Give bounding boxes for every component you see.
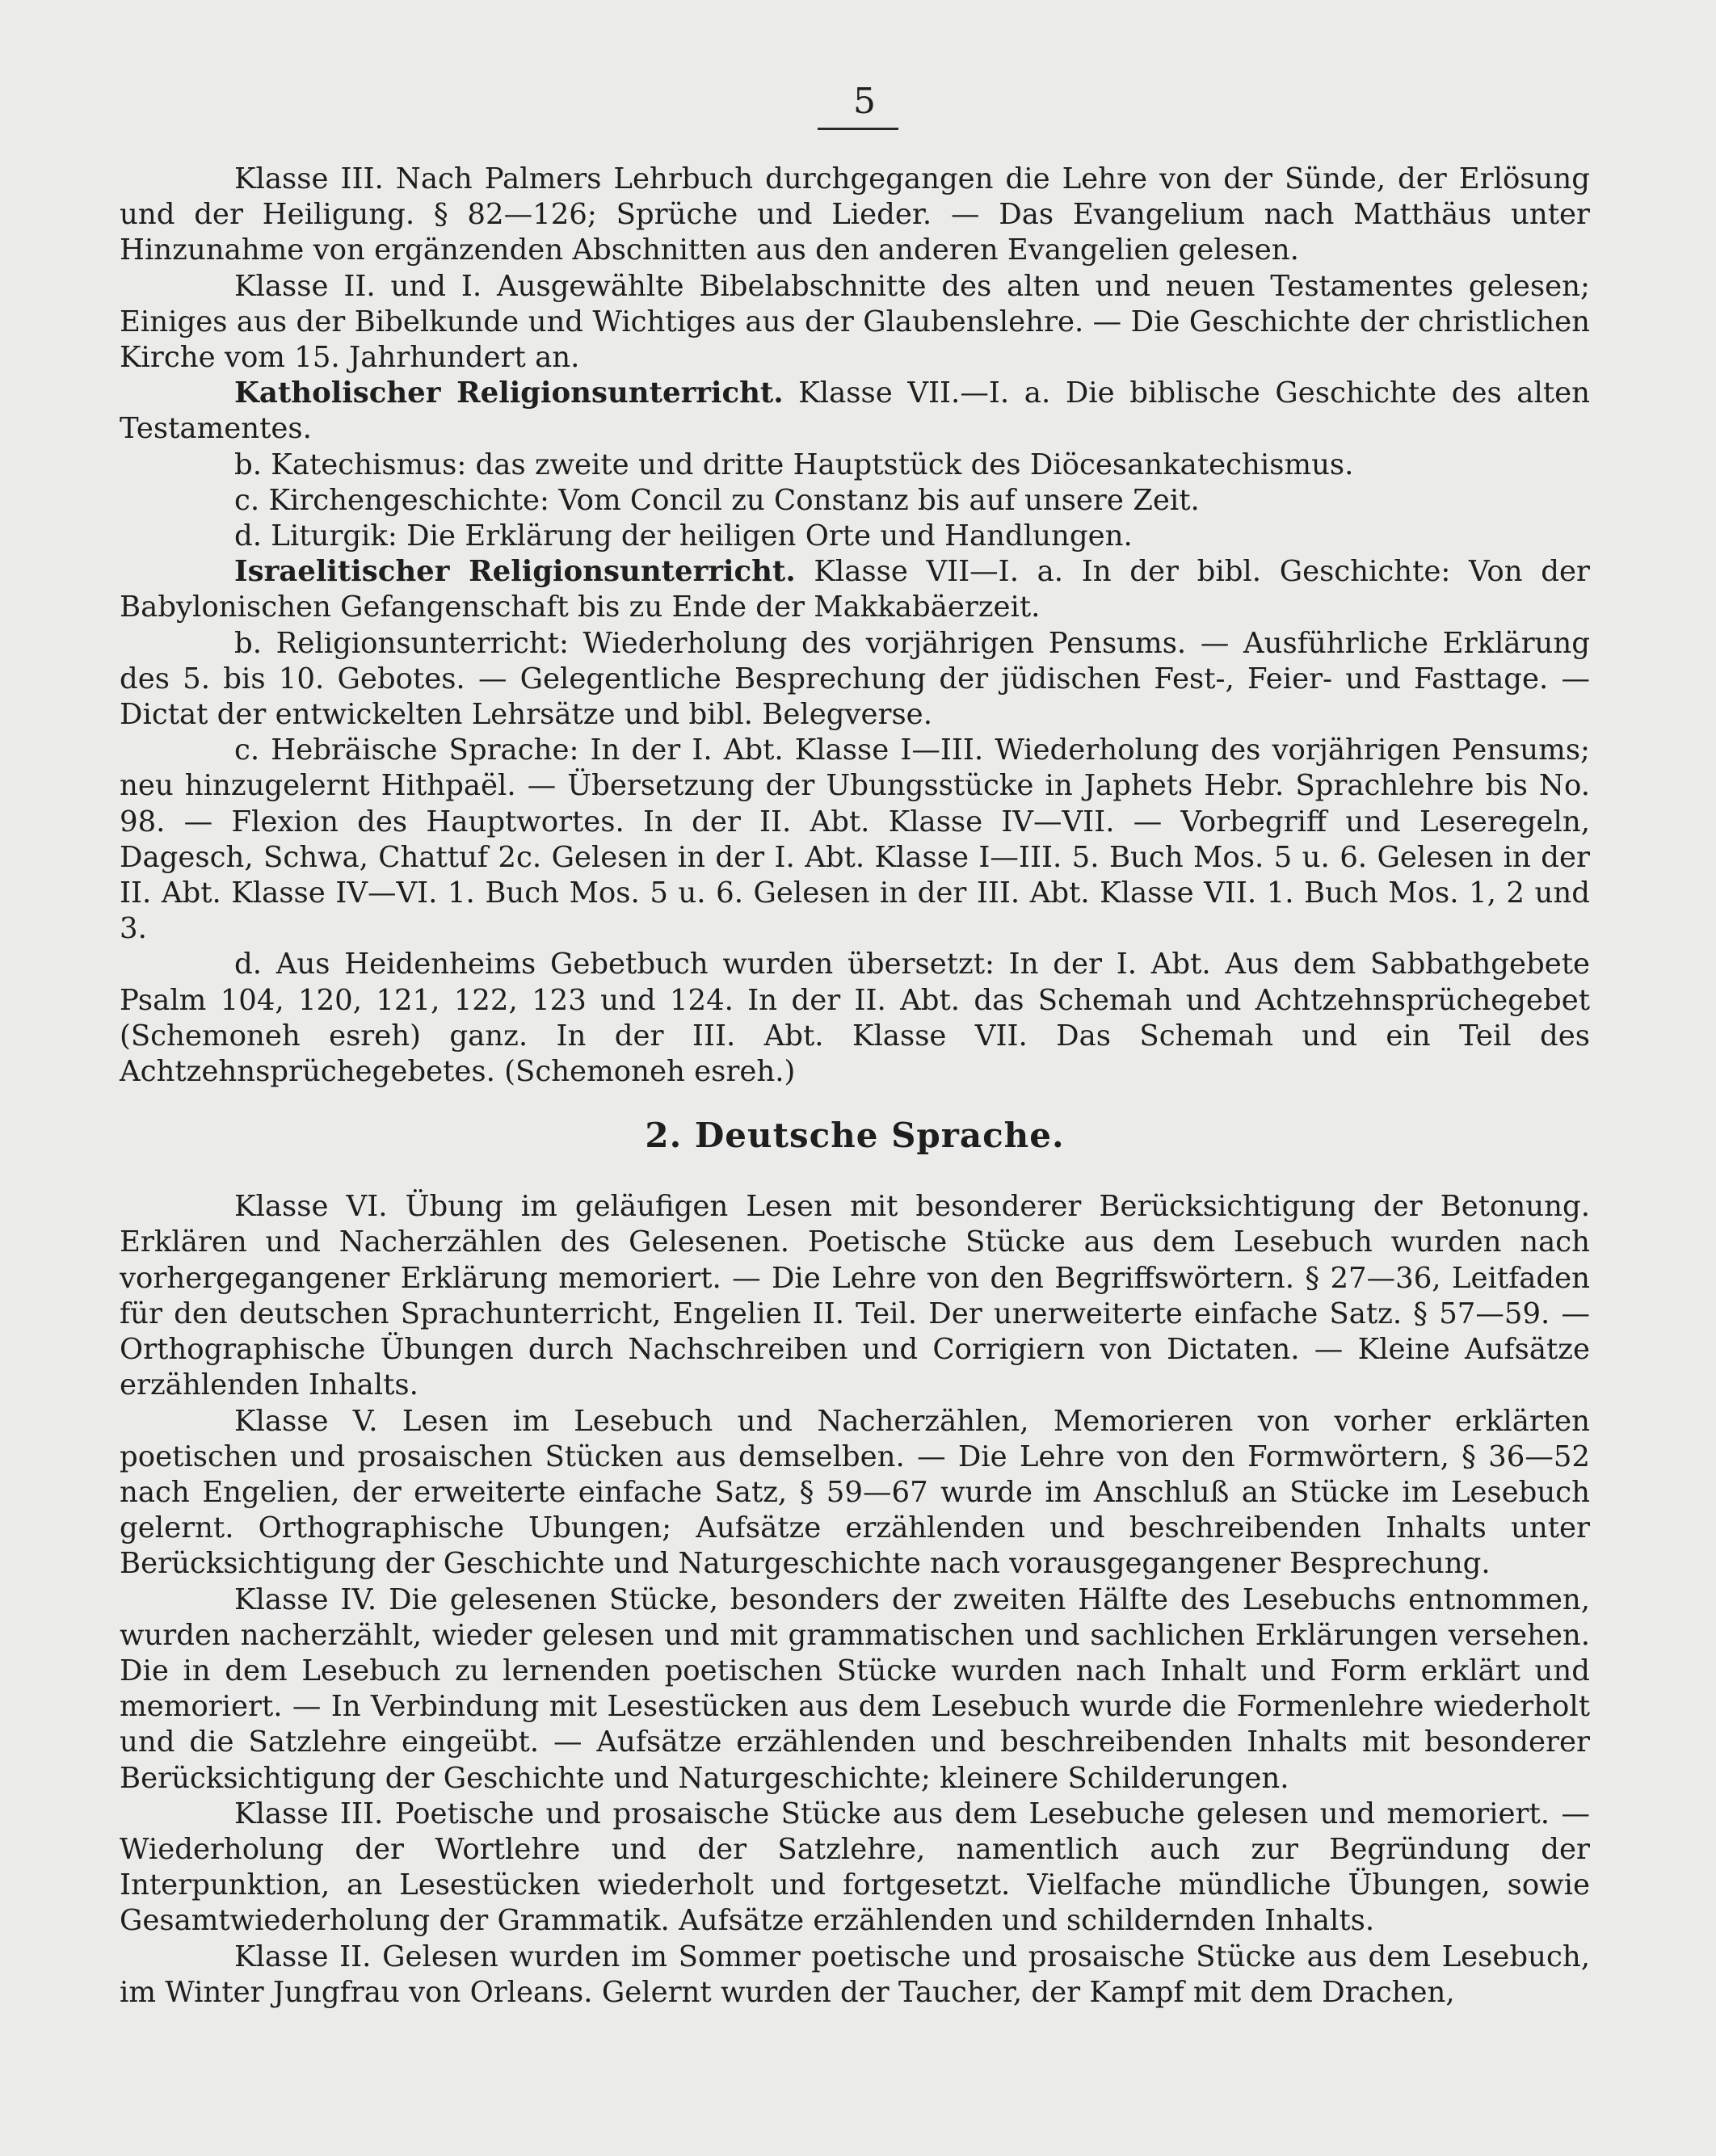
section-heading: 2. Deutsche Sprache.	[645, 1116, 1065, 1156]
catholic-item-c: c. Kirchengeschichte: Vom Concil zu Constanz bis auf unsere Zeit.	[234, 483, 1200, 517]
german-klasse-ii: Klasse II. Gelesen wurden im Sommer poetische und prosaische Stücke aus dem Lesebuch, im Winter Jungfrau von Orleans. Gelernt wurden der Taucher, der Kampf mit dem Drachen,	[120, 1940, 1590, 2009]
page-number-rule	[818, 128, 898, 130]
page-number: 5	[853, 81, 876, 122]
israelite-item-d: d. Aus Heidenheims Gebetbuch wurden übersetzt: In der I. Abt. Aus dem Sabbathgebete Psalm 104, 120, 121, 122, 123 und 124. In der II. Abt. das Schemah und Achtzehnsprüchegebet (Schemoneh esreh) ganz. In der III. Abt. Klasse VII. Das Schemah und ein Teil des Achtzehnsprüchegebetes. (Schemoneh esreh.)	[120, 948, 1590, 1089]
catholic-item-b: b. Katechismus: das zweite und dritte Hauptstück des Diöcesankatechismus.	[234, 448, 1354, 481]
german-klasse-vi: Klasse VI. Übung im geläufigen Lesen mit besonderer Berücksichtigung der Betonung. Erklären und Nacherzählen des Gelesenen. Poetische Stücke aus dem Lesebuch wurden nach vorhergegangener Erklärung memoriert. — Die Lehre von den Begriffswörtern. § 27—36, Leitfaden für den deutschen Sprachunterricht, Engelien II. Teil. Der unerweiterte einfache Satz. § 57—59. — Orthographische Übungen durch Nachschreiben und Corrigiern von Dictaten. — Kleine Aufsätze erzählenden Inhalts.	[120, 1190, 1590, 1402]
german-klasse-iii: Klasse III. Poetische und prosaische Stücke aus dem Lesebuche gelesen und memoriert. — Wiederholung der Wortlehre und der Satzlehre, namentlich auch zur Begründung der Interpunktion, an Lesestücken wiederholt und fortgesetzt. Vielfache mündliche Übungen, sowie Gesamtwiederholung der Grammatik. Aufsätze erzählenden und schildernden Inhalts.	[120, 1797, 1590, 1938]
catholic-item-a: Klasse VII.—I. a. Die biblische Geschichte des alten Testamentes.	[120, 376, 1590, 446]
catholic-label: Katholischer Religionsunterricht.	[234, 376, 784, 410]
catholic-item-d: d. Liturgik: Die Erklärung der heiligen Orte und Handlungen.	[234, 519, 1133, 553]
israelite-paragraph-a	[120, 554, 1590, 625]
religion-klasse-iii: Klasse III. Nach Palmers Lehrbuch durchgegangen die Lehre von der Sünde, der Erlösung und der Heiligung. § 82—126; Sprüche und Lieder. — Das Evangelium nach Matthäus unter Hinzunahme von ergänzenden Abschnitten aus den anderen Evangelien gelesen.	[120, 162, 1590, 267]
catholic-paragraph-a	[120, 376, 1590, 447]
israelite-label: Israelitischer Religionsunterricht.	[234, 555, 796, 589]
german-klasse-iv: Klasse IV. Die gelesenen Stücke, besonders der zweiten Hälfte des Lesebuchs entnommen, wurden nacherzählt, wieder gelesen und mit grammatischen und sachlichen Erklärungen versehen. Die in dem Lesebuch zu lernenden poetischen Stücke wurden nach Inhalt und Form erklärt und memoriert. — In Verbindung mit Lesestücken aus dem Lesebuch wurde die Formenlehre wiederholt und die Satzlehre eingeübt. — Aufsätze erzählenden und beschreibenden Inhalts mit besonderer Berücksichtigung der Geschichte und Naturgeschichte; kleinere Schilderungen.	[120, 1582, 1590, 1795]
religion-klasse-ii-i: Klasse II. und I. Ausgewählte Bibelabschnitte des alten und neuen Testamentes gelesen; Einiges aus der Bibelkunde und Wichtiges aus der Glaubenslehre. — Die Geschichte der christlichen Kirche vom 15. Jahrhundert an.	[120, 269, 1590, 375]
german-klasse-v: Klasse V. Lesen im Lesebuch und Nacherzählen, Memorieren von vorher erklärten poetischen und prosaischen Stücken aus demselben. — Die Lehre von den Formwörtern, § 36—52 nach Engelien, der erweiterte einfache Satz, § 59—67 wurde im Anschluß an Stücke im Lesebuch gelernt. Orthographische Ubungen; Aufsätze erzählenden und beschreibenden Inhalts unter Berücksichtigung der Geschichte und Naturgeschichte nach vorausgegangener Besprechung.	[120, 1404, 1590, 1581]
israelite-item-c: c. Hebräische Sprache: In der I. Abt. Klasse I—III. Wiederholung des vorjährigen Pensums; neu hinzugelernt Hithpaël. — Übersetzung der Ubungsstücke in Japhets Hebr. Sprachlehre bis No. 98. — Flexion des Hauptwortes. In der II. Abt. Klasse IV—VII. — Vorbegriff und Leseregeln, Dagesch, Schwa, Chattuf 2c. Gelesen in der I. Abt. Klasse I—III. 5. Buch Mos. 5 u. 6. Gelesen in der II. Abt. Klasse IV—VI. 1. Buch Mos. 5 u. 6. Gelesen in der III. Abt. Klasse VII. 1. Buch Mos. 1, 2 und 3.	[120, 733, 1590, 946]
page-body	[120, 162, 1590, 2011]
israelite-item-b: b. Religionsunterricht: Wiederholung des vorjährigen Pensums. — Ausführliche Erklärung des 5. bis 10. Gebotes. — Gelegentliche Besprechung der jüdischen Fest-, Feier- und Fasttage. — Dictat der entwickelten Lehrsätze und bibl. Belegverse.	[120, 626, 1590, 732]
israelite-item-a: Klasse VII—I. a. In der bibl. Geschichte: Von der Babylonischen Gefangenschaft bis zu Ende der Makkabäerzeit.	[120, 555, 1590, 624]
